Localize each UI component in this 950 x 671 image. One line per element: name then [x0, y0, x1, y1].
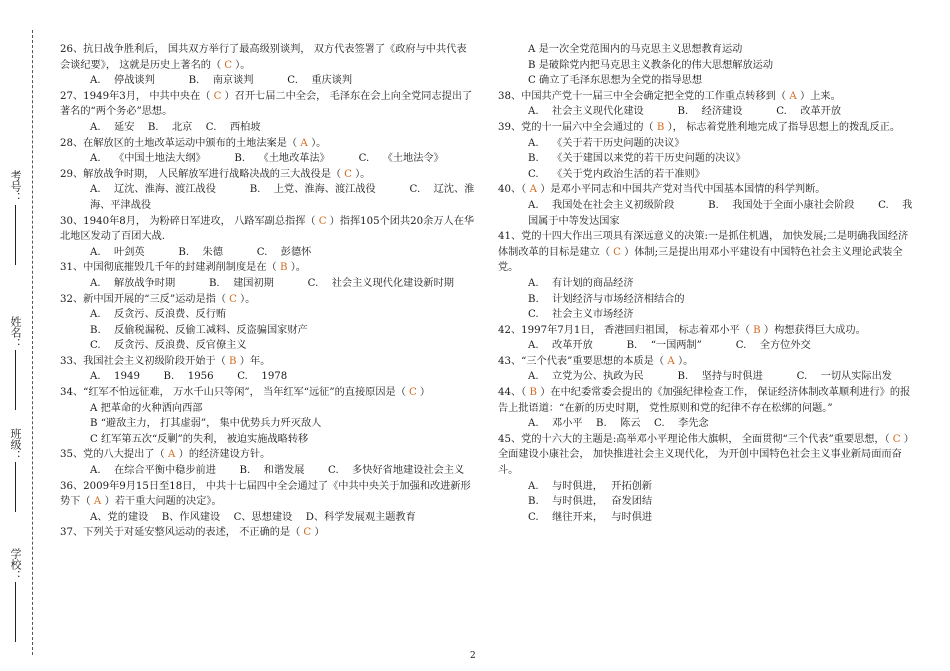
- xuexiao-line: [15, 582, 16, 642]
- answer-option: B. 反偷税漏税、反偷工减料、反盗骗国家财产: [90, 324, 308, 336]
- question-stem-end: ）构想获得巨大成功。: [763, 324, 866, 336]
- question-text: [498, 229, 918, 276]
- answer-option: C 红军第五次“反剿”的失利， 被迫实施战略转移: [90, 433, 309, 445]
- answer-option: A. 《关于若干历史问题的决议》: [528, 137, 685, 149]
- question-stem-end: ）。: [290, 262, 306, 274]
- question-text: [60, 479, 475, 510]
- answer-option: C. 反贪污、反浪费、反官僚主义: [90, 340, 247, 352]
- question-stem-end: ）在中纪委常委会提出的《加强纪律检查工作， 保证经济体制改革顺利进行》的报告上批语道：“在新的历史时期， 党性原则和党的纪律不存在松绑的问题。”: [498, 387, 911, 414]
- kaohao-label: 考号：: [9, 170, 22, 203]
- answer-option: B 是破除党内把马克思主义教条化的伟大思想解放运动: [528, 59, 774, 71]
- answer-letter: C: [409, 387, 417, 399]
- question-stem-end: ）: [314, 527, 325, 539]
- question-stem-start: 29、解放战争时期， 人民解放军进行战略决战的三大战役是（: [60, 168, 342, 180]
- question-stem-end: ）体制;三是提出用邓小平建设有中国特色社会主义理论武装全党。: [498, 246, 903, 274]
- question-text: [498, 432, 918, 479]
- answer-option: C 确立了毛泽东思想为全党的指导思想: [528, 75, 703, 87]
- page-number: 2: [470, 651, 476, 661]
- question-text: [60, 447, 475, 463]
- answer-option: A. 在综合平衡中稳步前进 B. 和谐发展 C. 多快好省地建设社会主义: [90, 465, 465, 477]
- question-text: [498, 323, 918, 339]
- banji-line: [15, 462, 16, 512]
- answer-option: A. 立党为公、执政为民 B. 坚持与时俱进 C. 一切从实际出发: [528, 371, 892, 383]
- question-stem-end: ）的经济建设方针。: [178, 449, 271, 461]
- question-stem-end: ）全面建设小康社会， 加快推进社会主义现代化， 为开创中国特色社会主义事业新局面而奋斗。: [498, 433, 914, 477]
- question-stem-start: 26、抗日战争胜利后， 国共双方举行了最高级别谈判， 双方代表签署了《政府与中共代表会谈纪要》， 这就是历史上著名的（: [60, 44, 467, 71]
- question-text: [60, 354, 475, 370]
- question-stem-start: 27、1949年3月， 中共中央在（: [60, 90, 211, 102]
- answer-option: B. 《关于建国以来党的若干历史问题的决议》: [528, 153, 746, 165]
- question-stem-end: ）上来。: [800, 90, 841, 102]
- answer-letter: B: [529, 387, 537, 399]
- left-column: [60, 42, 475, 541]
- answer-option: A. 反贪污、反浪费、反行贿: [90, 309, 227, 321]
- question-text: [498, 385, 918, 416]
- question-stem-start: 40、（: [498, 184, 527, 196]
- answer-letter: A: [300, 137, 308, 149]
- question-text: [60, 260, 475, 276]
- answer-letter: C: [892, 433, 901, 445]
- answer-letter: C: [213, 90, 222, 102]
- xuexiao-label: 学校：: [9, 548, 22, 581]
- answer-option: A. 邓小平 B. 陈云 C. 李先念: [528, 418, 709, 430]
- answer-letter: B: [229, 355, 237, 367]
- answer-letter: A: [93, 496, 102, 508]
- question-text: [60, 525, 475, 541]
- answer-option: C. 继往开来， 与时俱进: [528, 511, 653, 523]
- question-stem-end: ）。: [355, 168, 371, 180]
- question-text: [60, 42, 475, 73]
- question-stem-end: ）若干重大问题的决定》。: [104, 496, 222, 508]
- answer-option: A. 延安 B. 北京 C. 西柏坡: [90, 121, 261, 133]
- answer-letter: C: [224, 59, 233, 71]
- answer-option: A. 有计划的商品经济: [528, 277, 634, 289]
- question-stem-start: 42、1997年7月1日， 香港回归祖国， 标志着邓小平（: [498, 324, 750, 336]
- question-text: [498, 182, 918, 198]
- question-stem-start: 30、1940年8月， 为粉碎日军进攻， 八路军副总指挥（: [60, 215, 316, 227]
- question-stem-end: ）年。: [239, 355, 271, 367]
- question-stem-end: ）。: [311, 137, 327, 149]
- xingming-label: 姓名：: [9, 316, 22, 349]
- answer-option: B. 与时俱进， 奋发团结: [528, 496, 653, 508]
- question-stem-start: 28、在解放区的土地改革运动中颁布的土地法案是（: [60, 137, 298, 149]
- answer-option: A. 与时俱进， 开拓创新: [528, 480, 653, 492]
- answer-option: C. 《关于党内政治生活的若干准则》: [528, 168, 705, 180]
- question-stem-start: 44、（: [498, 387, 527, 399]
- question-text: [60, 214, 475, 245]
- kaohao-line: [15, 205, 16, 265]
- answer-option: A. 辽沈、淮海、渡江战役 B. 上党、淮海、渡江战役 C. 辽沈、淮海、平津战役: [90, 184, 475, 211]
- question-stem-end: ）召开七届二中全会， 毛泽东在会上向全党同志提出了著名的“两个务必”思想。: [60, 90, 473, 118]
- question-stem-start: 41、党的十四大作出三项具有深远意义的决策:一是抓住机遇， 加快发展;二是明确我国经济体制改革的目标是建立（: [498, 231, 909, 258]
- question-stem-end: ）是邓小平同志和中国共产党对当代中国基本国情的科学判断。: [540, 184, 826, 196]
- question-stem-start: 32、新中国开展的“三反”运动是指（: [60, 293, 227, 305]
- answer-letter: B: [753, 324, 761, 336]
- answer-option: B “避敌主力， 打其虚弱”， 集中优势兵力歼灭敌人: [90, 418, 322, 430]
- question-text: [60, 167, 475, 183]
- answer-letter: A: [167, 449, 176, 461]
- question-stem-end: ）， 标志着党胜利地完成了指导思想上的拨乱反正。: [667, 121, 901, 133]
- question-stem-end: ）。: [678, 355, 694, 367]
- answer-option: A. 停战谈判 B. 南京谈判 C. 重庆谈判: [90, 75, 353, 87]
- answer-letter: C: [229, 293, 237, 305]
- question-stem-end: ）指挥105个团共20余万人在华北地区发动了百团大战.: [60, 215, 475, 243]
- answer-letter: A: [667, 355, 675, 367]
- question-text: [60, 136, 475, 152]
- answer-option: A. 解放战争时期 B. 建国初期 C. 社会主义现代化建设新时期: [90, 277, 454, 289]
- answer-option: A. 我国处在社会主义初级阶段 B. 我国处于全面小康社会阶段 C. 我国属于中等发达国家: [528, 199, 913, 227]
- question-stem-start: 31、中国彻底摧毁几千年的封建剥削制度是在（: [60, 262, 277, 274]
- answer-option: A 把革命的火种洒向西部: [90, 402, 203, 414]
- answer-option: A. 改革开放 B. “一国两制” C. 全方位外交: [528, 340, 811, 352]
- question-stem-start: 34、“红军不怕远征难， 万水千山只等闲”， 当年红军“远征”的直接原因是（: [60, 387, 406, 399]
- question-text: [498, 354, 918, 370]
- right-column: [498, 42, 918, 525]
- answer-letter: C: [344, 168, 352, 180]
- answer-letter: A: [529, 184, 537, 196]
- answer-letter: C: [303, 527, 312, 539]
- answer-option: B. 计划经济与市场经济相结合的: [528, 293, 685, 305]
- question-stem-end: ）。: [240, 293, 256, 305]
- question-stem-start: 35、党的八大提出了（: [60, 449, 165, 461]
- question-text: [60, 292, 475, 308]
- answer-letter: C: [613, 246, 621, 258]
- answer-option: A 是一次全党范围内的马克思主义思想教育运动: [528, 44, 743, 55]
- answer-letter: A: [789, 90, 797, 102]
- question-text: [60, 385, 475, 401]
- question-stem-start: 33、我国社会主义初级阶段开始于（: [60, 355, 226, 367]
- question-stem-start: 45、党的十六大的主题是:高举邓小平理论伟大旗帜， 全面贯彻“三个代表”重要思想，（: [498, 433, 890, 445]
- question-stem-start: 38、中国共产党十一届三中全会确定把全党的工作重点转移到（: [498, 90, 787, 102]
- question-stem-end: ）: [419, 387, 431, 399]
- answer-option: A. 1949 B. 1956 C. 1978: [90, 371, 288, 383]
- question-stem-start: 43、“三个代表”重要思想的本质是（: [498, 355, 665, 367]
- fold-dashed-line: [32, 30, 33, 655]
- answer-letter: B: [279, 262, 288, 274]
- question-text: [60, 89, 475, 120]
- answer-option: A. 《中国土地法大纲》 B. 《土地改革法》 C. 《土地法令》: [90, 153, 444, 165]
- question-text: [498, 89, 918, 105]
- answer-option: A. 社会主义现代化建设 B. 经济建设 C. 改革开放: [528, 106, 842, 118]
- answer-option: A. 叶剑英 B. 朱德 C. 彭德怀: [90, 246, 312, 258]
- question-stem-start: 37、下列关于对延安整风运动的表述， 不正确的是（: [60, 527, 301, 539]
- banji-label: 班级：: [9, 428, 22, 461]
- answer-letter: B: [656, 121, 665, 133]
- answer-option: A、党的建设 B、作风建设 C、思想建设 D、科学发展观主题教育: [90, 511, 416, 523]
- xingming-line: [15, 350, 16, 410]
- answer-letter: C: [318, 215, 327, 227]
- question-stem-start: 39、党的十一届六中全会通过的（: [498, 121, 654, 133]
- question-stem-end: ）。: [235, 59, 251, 71]
- question-text: [498, 120, 918, 136]
- answer-option: C. 社会主义市场经济: [528, 309, 634, 321]
- question-stem-start: 36、2009年9月15日至18日， 中共十七届四中全会通过了《中共中央关于加强和改进新形势下（: [60, 480, 471, 508]
